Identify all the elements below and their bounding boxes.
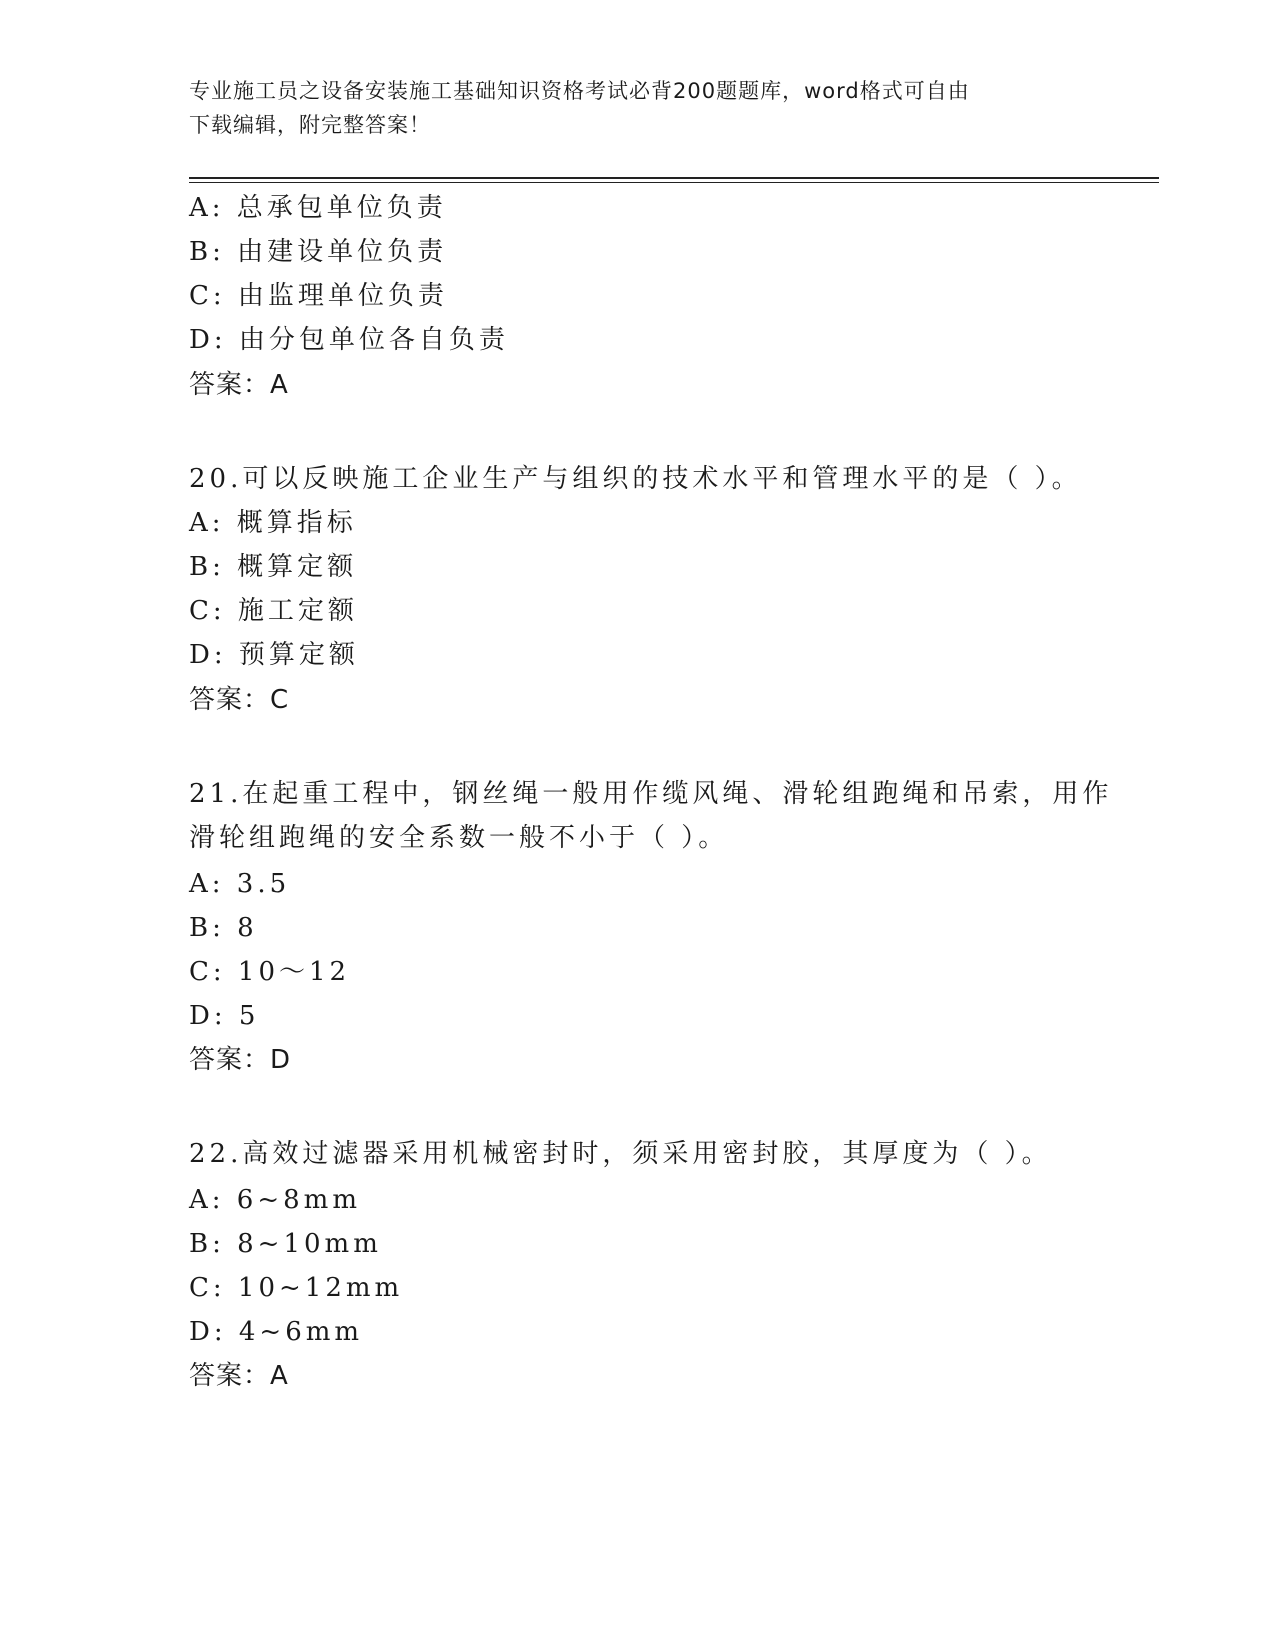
- q21-option-c: C: 10～12: [189, 957, 351, 987]
- q19-option-c: C: 由监理单位负责: [189, 281, 448, 311]
- q22-question: 22.高效过滤器采用机械密封时，须采用密封胶，其厚度为（ ）。: [189, 1139, 1052, 1169]
- q21-option-d: D: 5: [189, 1001, 260, 1031]
- header-divider-thick: [189, 177, 1159, 179]
- q20-option-c: C: 施工定额: [189, 596, 358, 626]
- header-divider-thin: [189, 182, 1159, 183]
- q19-option-d: D: 由分包单位各自负责: [189, 325, 509, 355]
- q20-question: 20.可以反映施工企业生产与组织的技术水平和管理水平的是（ ）。: [189, 464, 1082, 494]
- document-header: [189, 74, 1089, 142]
- q20-option-b: B: 概算定额: [189, 552, 358, 582]
- q20-answer: 答案：C: [189, 685, 290, 715]
- q22-answer: 答案：A: [189, 1361, 289, 1391]
- header-line-2: 下载编辑，附完整答案！: [189, 113, 431, 137]
- q22-option-b: B: 8~10mm: [189, 1229, 382, 1259]
- q20-option-a: A: 概算指标: [189, 508, 357, 538]
- q19-answer: 答案：A: [189, 370, 289, 400]
- q21-question-line-2: 滑轮组跑绳的安全系数一般不小于（ ）。: [189, 823, 729, 853]
- q21-option-b: B: 8: [189, 913, 258, 943]
- q20-option-d: D: 预算定额: [189, 640, 359, 670]
- q19-option-a: A: 总承包单位负责: [189, 193, 447, 223]
- q19-option-b: B: 由建设单位负责: [189, 237, 448, 267]
- q22-option-d: D: 4~6mm: [189, 1317, 364, 1347]
- q22-option-a: A: 6~8mm: [189, 1185, 361, 1215]
- q21-answer: 答案：D: [189, 1045, 292, 1075]
- header-line-1: 专业施工员之设备安装施工基础知识资格考试必背200题题库，word格式可自由: [189, 79, 970, 103]
- q22-option-c: C: 10~12mm: [189, 1273, 404, 1303]
- q21-option-a: A: 3.5: [189, 869, 291, 899]
- q21-question-line-1: 21.在起重工程中，钢丝绳一般用作缆风绳、滑轮组跑绳和吊索，用作: [189, 779, 1113, 809]
